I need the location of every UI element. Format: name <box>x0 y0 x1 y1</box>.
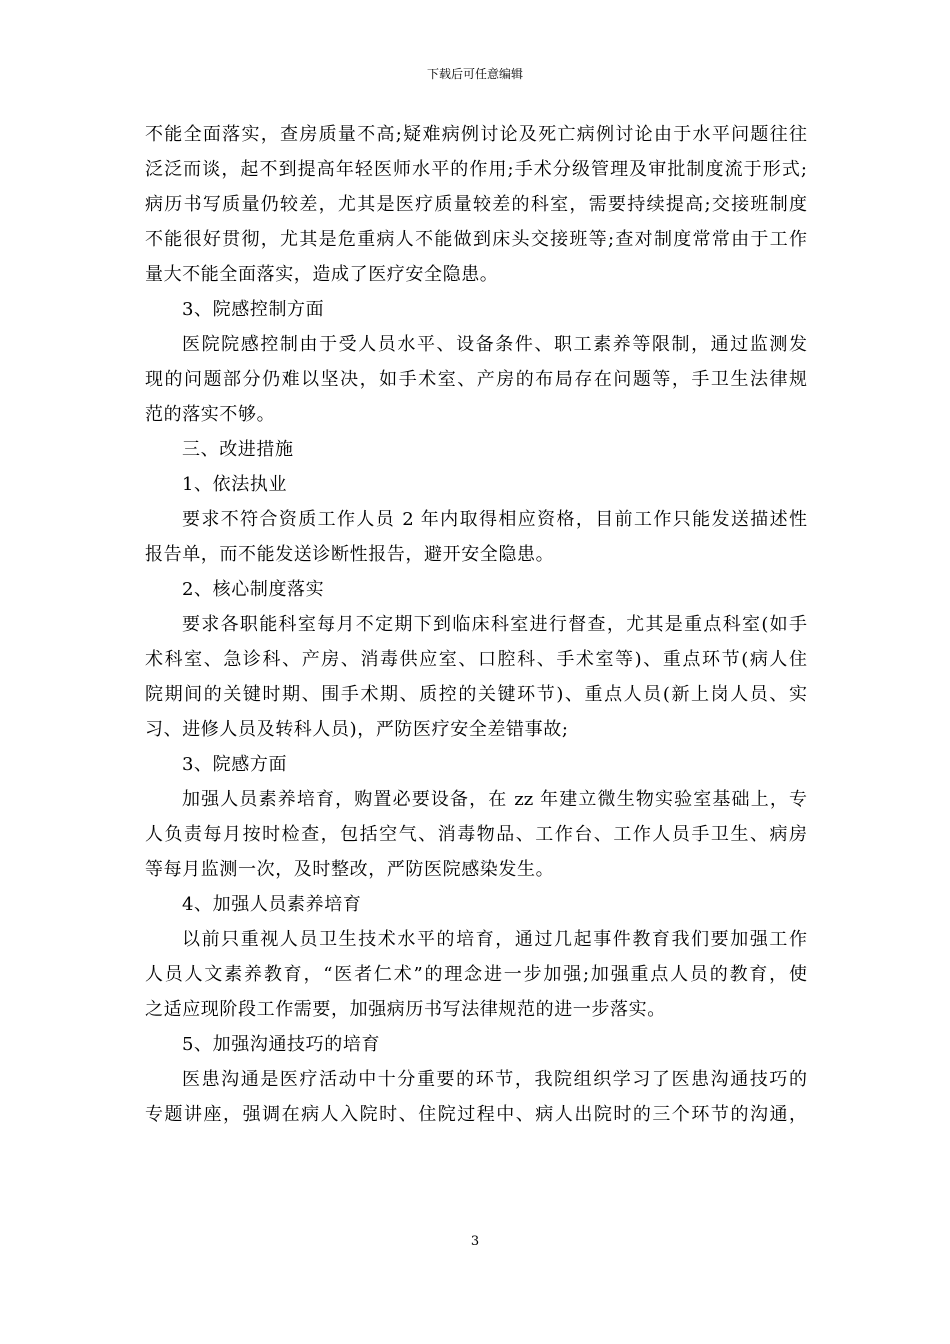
text-line: 院期间的关键时期、围手术期、质控的关键环节)、重点人员(新上岗人员、实 <box>145 684 807 705</box>
text-line: 2、核心制度落实 <box>182 579 325 600</box>
text-line: 医患沟通是医疗活动中十分重要的环节，我院组织学习了医患沟通技巧的 <box>182 1069 807 1090</box>
text-line: 不能很好贯彻，尤其是危重病人不能做到床头交接班等;查对制度常常由于工作 <box>145 229 807 250</box>
page-header: 下载后可任意编辑 <box>426 67 523 81</box>
text-line: 要求不符合资质工作人员 2 年内取得相应资格，目前工作只能发送描述性 <box>182 509 807 530</box>
text-line: 泛泛而谈，起不到提高年轻医师水平的作用;手术分级管理及审批制度流于形式; <box>145 159 807 180</box>
text-line: 3、院感控制方面 <box>182 299 325 320</box>
text-line: 之适应现阶段工作需要，加强病历书写法律规范的进一步落实。 <box>145 999 666 1020</box>
text-line: 5、加强沟通技巧的培育 <box>182 1034 381 1055</box>
text-line: 1、依法执业 <box>182 474 288 495</box>
text-line: 加强人员素养培育，购置必要设备，在 zz 年建立微生物实验室基础上，专 <box>182 789 807 810</box>
text-line: 量大不能全面落实，造成了医疗安全隐患。 <box>145 264 499 285</box>
text-line: 以前只重视人员卫生技术水平的培育，通过几起事件教育我们要加强工作 <box>182 929 807 950</box>
text-line: 术科室、急诊科、产房、消毒供应室、口腔科、手术室等)、重点环节(病人住 <box>145 649 807 670</box>
text-line: 习、进修人员及转科人员)，严防医疗安全差错事故; <box>145 719 569 740</box>
text-line: 专题讲座，强调在病人入院时、住院过程中、病人出院时的三个环节的沟通， <box>145 1104 807 1125</box>
text-line: 医院院感控制由于受人员水平、设备条件、职工素养等限制，通过监测发 <box>182 334 807 355</box>
text-line: 3、院感方面 <box>182 754 288 775</box>
text-line: 4、加强人员素养培育 <box>182 894 362 915</box>
text-line: 不能全面落实，查房质量不高;疑难病例讨论及死亡病例讨论由于水平问题往往 <box>145 124 807 145</box>
text-line: 要求各职能科室每月不定期下到临床科室进行督查，尤其是重点科室(如手 <box>182 614 807 635</box>
text-line: 人负责每月按时检查，包括空气、消毒物品、工作台、工作人员手卫生、病房 <box>145 824 807 845</box>
text-line: 人员人文素养教育，“医者仁术”的理念进一步加强;加强重点人员的教育，使 <box>145 964 807 985</box>
text-line: 等每月监测一次，及时整改，严防医院感染发生。 <box>145 859 555 880</box>
document-body <box>145 117 807 1132</box>
text-line: 范的落实不够。 <box>145 404 276 425</box>
text-line: 现的问题部分仍难以坚决，如手术室、产房的布局存在问题等，手卫生法律规 <box>145 369 807 390</box>
text-line: 报告单，而不能发送诊断性报告，避开安全隐患。 <box>145 544 555 565</box>
text-line: 病历书写质量仍较差，尤其是医疗质量较差的科室，需要持续提高;交接班制度 <box>145 194 807 215</box>
text-line: 三、改进措施 <box>182 439 294 460</box>
page-number: 3 <box>470 1234 480 1249</box>
